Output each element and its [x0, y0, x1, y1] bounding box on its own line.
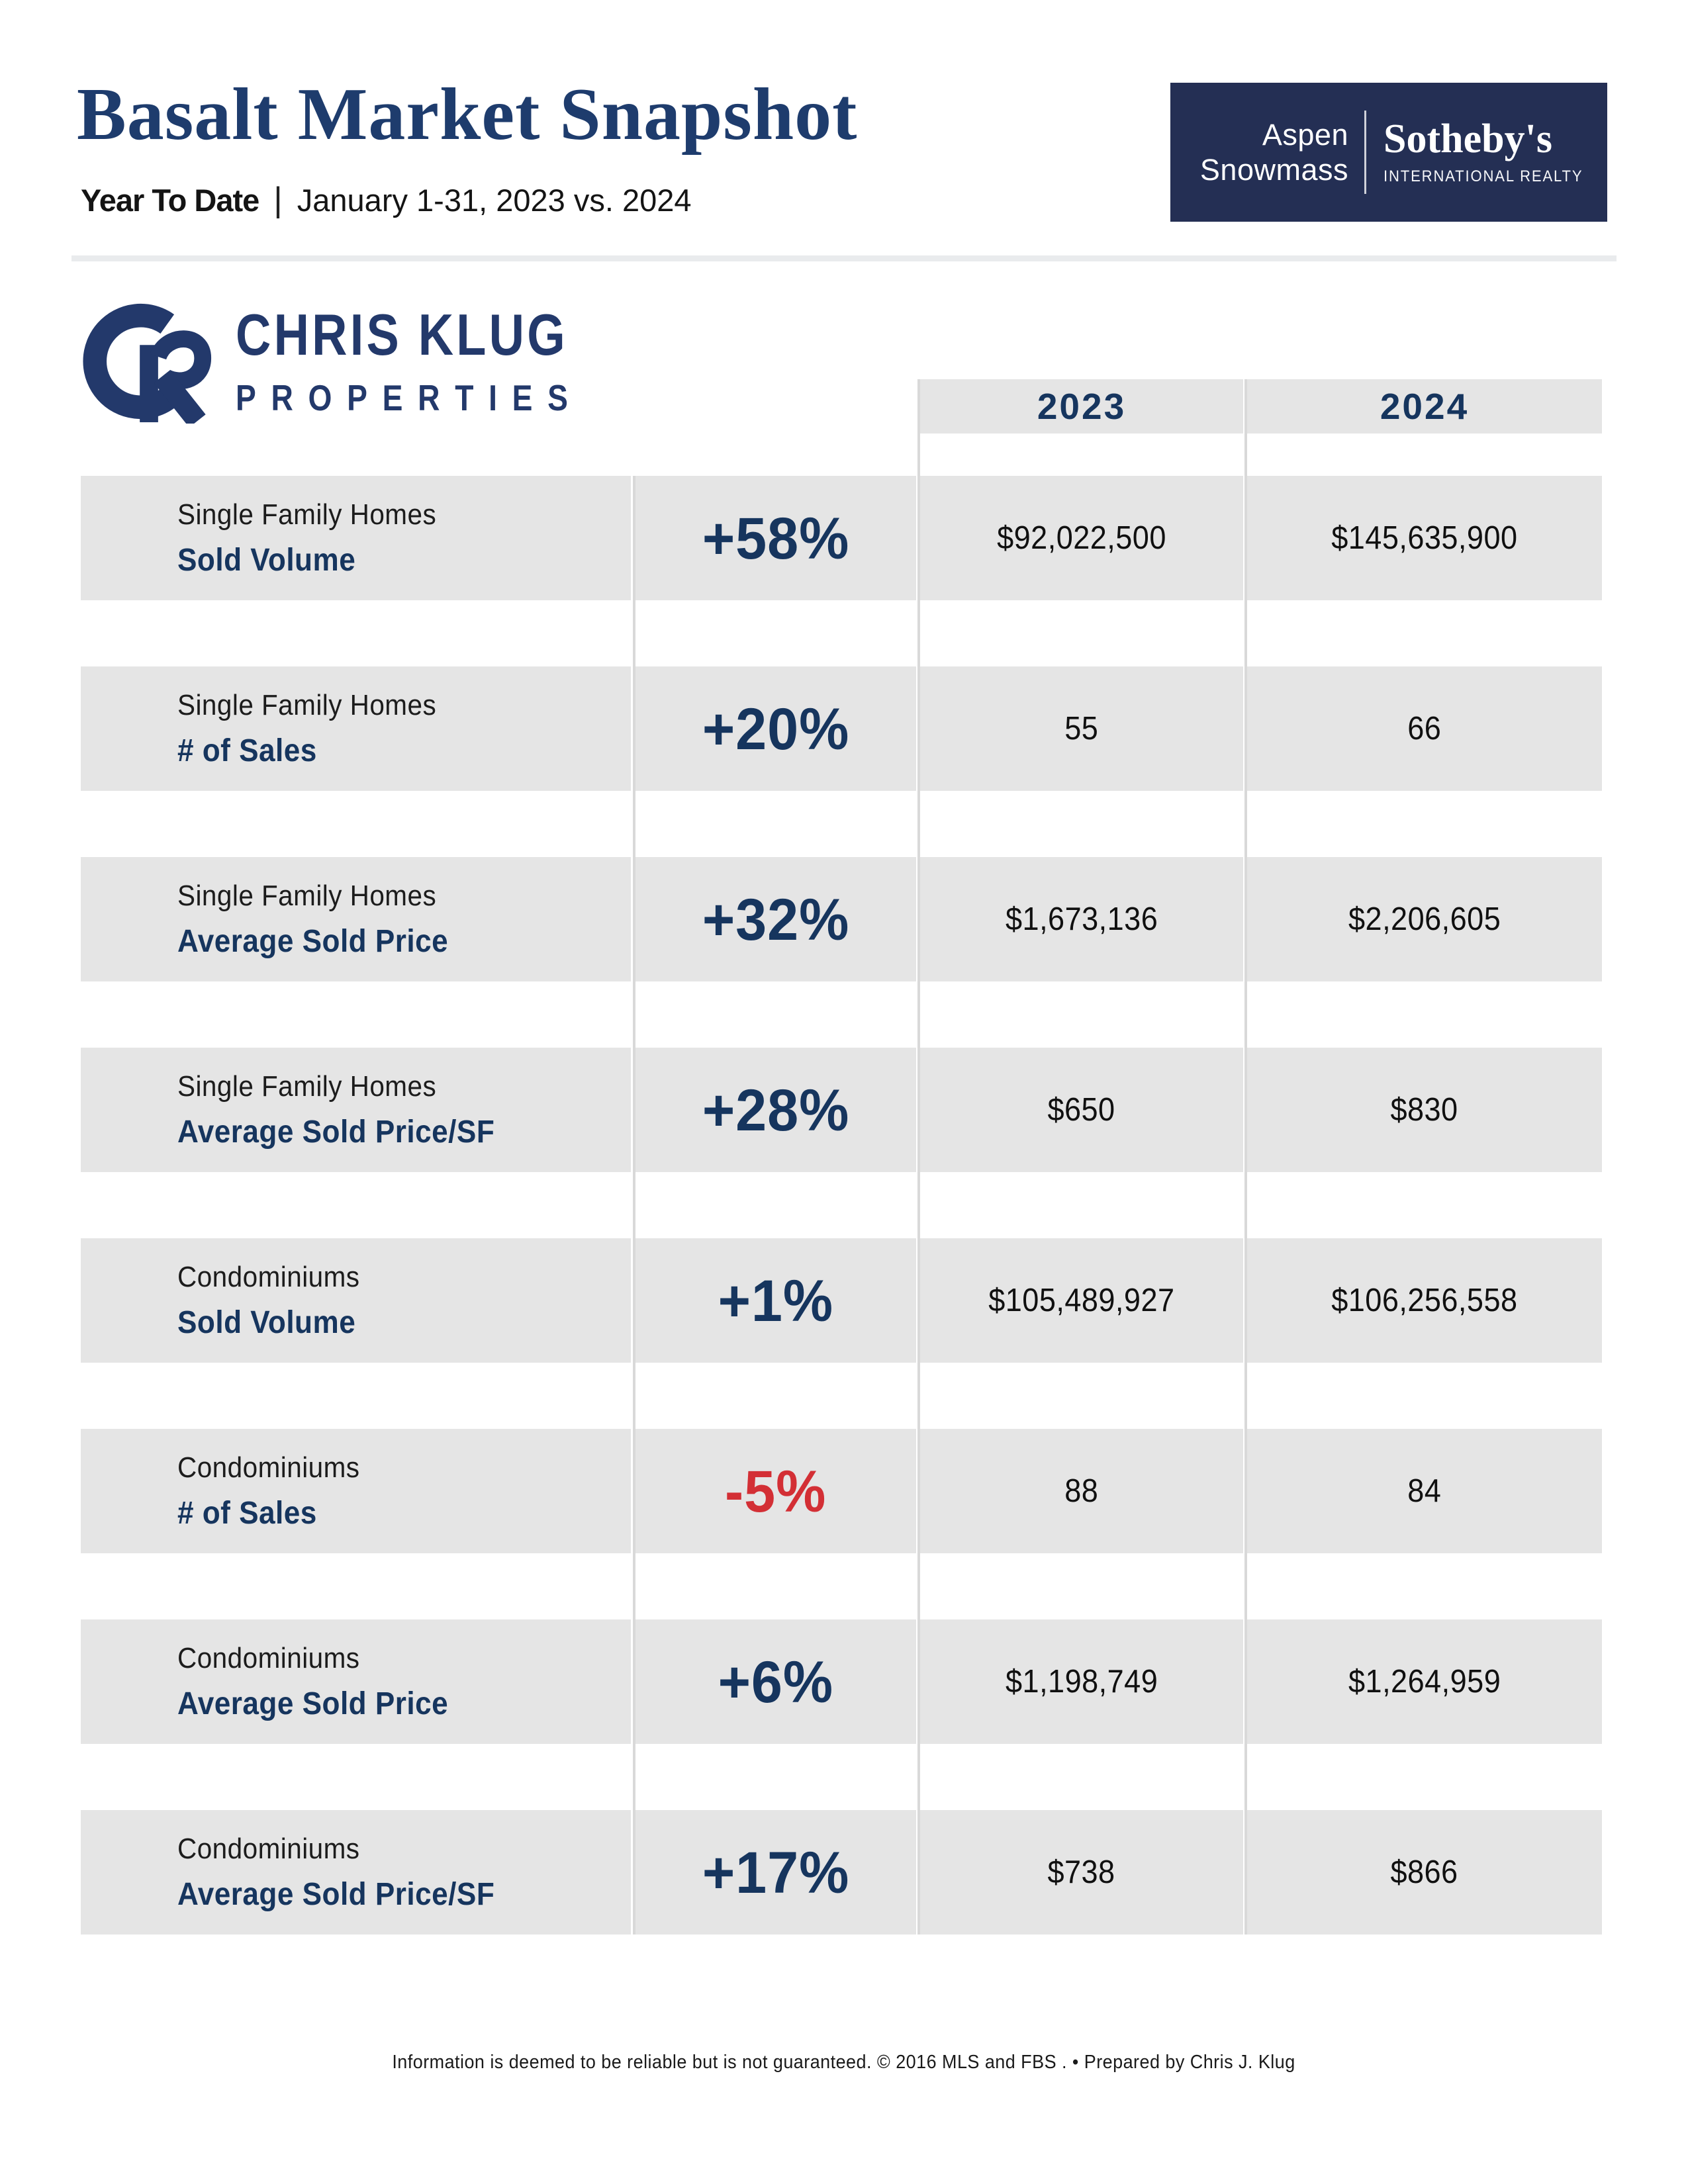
- table-row: [81, 857, 1602, 981]
- agency-subname: PROPERTIES: [236, 377, 583, 418]
- table-row: [81, 1810, 1602, 1934]
- value-2024-cell: [1247, 857, 1602, 981]
- metric-label-cell: [81, 1619, 631, 1744]
- page-title: Basalt Market Snapshot: [77, 73, 858, 156]
- metric-name-label: Average Sold Price/SF: [177, 1876, 495, 1912]
- value-2024: $866: [1390, 1854, 1459, 1890]
- metric-label-cell: [81, 1429, 631, 1553]
- metric-label-cell: [81, 476, 631, 600]
- percent-change-cell: [635, 857, 916, 981]
- brand-divider-line: [1364, 111, 1366, 194]
- percent-change-cell: [635, 1238, 916, 1363]
- value-2024: $2,206,605: [1348, 901, 1501, 937]
- value-2023: $1,673,136: [1005, 901, 1158, 937]
- percent-change-value: +32%: [702, 886, 850, 952]
- value-2023-cell: [920, 1429, 1243, 1553]
- value-2024: $830: [1390, 1092, 1459, 1128]
- property-category-label: Single Family Homes: [177, 879, 437, 912]
- metric-name-label: Average Sold Price: [177, 1686, 449, 1721]
- value-2023-cell: [920, 1810, 1243, 1934]
- property-category-label: Condominiums: [177, 1260, 360, 1293]
- property-category-label: Condominiums: [177, 1641, 360, 1674]
- table-row: [81, 476, 1602, 600]
- market-comparison-table: [81, 379, 1602, 1934]
- percent-change-value: +28%: [702, 1076, 850, 1143]
- value-2024-cell: [1247, 1810, 1602, 1934]
- column-header-2023: 2023: [920, 379, 1243, 433]
- value-2024: 84: [1407, 1473, 1442, 1509]
- property-category-label: Single Family Homes: [177, 1069, 437, 1103]
- disclaimer-footer: [0, 2052, 1688, 2073]
- brand-region-line1: Aspen: [1262, 117, 1348, 152]
- value-2024: $145,635,900: [1331, 520, 1518, 556]
- value-2023-cell: [920, 476, 1243, 600]
- value-2023-cell: [920, 857, 1243, 981]
- subtitle-date-range: January 1-31, 2023 vs. 2024: [297, 182, 692, 218]
- value-2023: $650: [1047, 1092, 1116, 1128]
- subtitle-separator: |: [273, 181, 283, 219]
- percent-change-value: +20%: [702, 695, 850, 762]
- subtitle-period: Year To Date: [81, 182, 259, 218]
- metric-label-cell: [81, 857, 631, 981]
- brand-region: [1170, 117, 1348, 187]
- value-2023: $92,022,500: [997, 520, 1166, 556]
- value-2023-cell: [920, 1619, 1243, 1744]
- metric-name-label: # of Sales: [177, 733, 317, 768]
- value-2024-cell: [1247, 1619, 1602, 1744]
- percent-change-value: +58%: [702, 504, 850, 571]
- aspen-snowmass-sothebys-logo: [1170, 83, 1607, 222]
- value-2024: $1,264,959: [1348, 1664, 1501, 1700]
- metric-name-label: Sold Volume: [177, 1304, 356, 1340]
- percent-change-cell: [635, 476, 916, 600]
- metric-label-cell: [81, 1048, 631, 1172]
- percent-change-value: +6%: [718, 1648, 834, 1715]
- value-2024: $106,256,558: [1331, 1283, 1518, 1318]
- metric-label-cell: [81, 1810, 631, 1934]
- percent-change-value: +17%: [702, 1839, 850, 1905]
- percent-change-cell: [635, 666, 916, 791]
- percent-change-cell: [635, 1619, 916, 1744]
- metric-name-label: Average Sold Price/SF: [177, 1114, 495, 1150]
- value-2023-cell: [920, 666, 1243, 791]
- brand-name-block: [1383, 118, 1595, 186]
- table-row: [81, 1048, 1602, 1172]
- table-row: [81, 1238, 1602, 1363]
- property-category-label: Condominiums: [177, 1832, 360, 1865]
- value-2024-cell: [1247, 476, 1602, 600]
- page-subtitle: [81, 180, 692, 220]
- value-2024-cell: [1247, 1048, 1602, 1172]
- value-2023-cell: [920, 1238, 1243, 1363]
- metric-label-cell: [81, 1238, 631, 1363]
- percent-change-cell: [635, 1048, 916, 1172]
- value-2024-cell: [1247, 666, 1602, 791]
- percent-change-value: +1%: [718, 1267, 834, 1334]
- value-2023-cell: [920, 1048, 1243, 1172]
- header-divider-rule: [71, 255, 1617, 261]
- table-row: [81, 666, 1602, 791]
- table-row: [81, 1429, 1602, 1553]
- metric-name-label: Average Sold Price: [177, 923, 449, 959]
- disclaimer-text: Information is deemed to be reliable but is not guaranteed. © 2016 MLS and FBS . • Prepared by Chris J. Klug: [392, 2052, 1296, 2073]
- percent-change-cell: [635, 1810, 916, 1934]
- brand-name: Sotheby's: [1383, 116, 1552, 161]
- value-2023: $738: [1047, 1854, 1116, 1890]
- value-2023: 88: [1064, 1473, 1099, 1509]
- brand-tagline: INTERNATIONAL REALTY: [1383, 167, 1583, 185]
- metric-name-label: # of Sales: [177, 1495, 317, 1531]
- percent-change-value: -5%: [725, 1457, 827, 1524]
- column-header-2024: 2024: [1247, 379, 1602, 433]
- table-body: [81, 476, 1602, 2001]
- value-2023: 55: [1064, 711, 1099, 747]
- value-2023: $1,198,749: [1005, 1664, 1158, 1700]
- value-2024-cell: [1247, 1238, 1602, 1363]
- metric-name-label: Sold Volume: [177, 542, 356, 578]
- property-category-label: Single Family Homes: [177, 688, 437, 721]
- agency-name: CHRIS KLUG: [236, 302, 568, 367]
- property-category-label: Single Family Homes: [177, 498, 437, 531]
- value-2023: $105,489,927: [988, 1283, 1175, 1318]
- value-2024-cell: [1247, 1429, 1602, 1553]
- property-category-label: Condominiums: [177, 1451, 360, 1484]
- percent-change-cell: [635, 1429, 916, 1553]
- brand-region-line2: Snowmass: [1199, 153, 1348, 187]
- table-row: [81, 1619, 1602, 1744]
- metric-label-cell: [81, 666, 631, 791]
- value-2024: 66: [1407, 711, 1442, 747]
